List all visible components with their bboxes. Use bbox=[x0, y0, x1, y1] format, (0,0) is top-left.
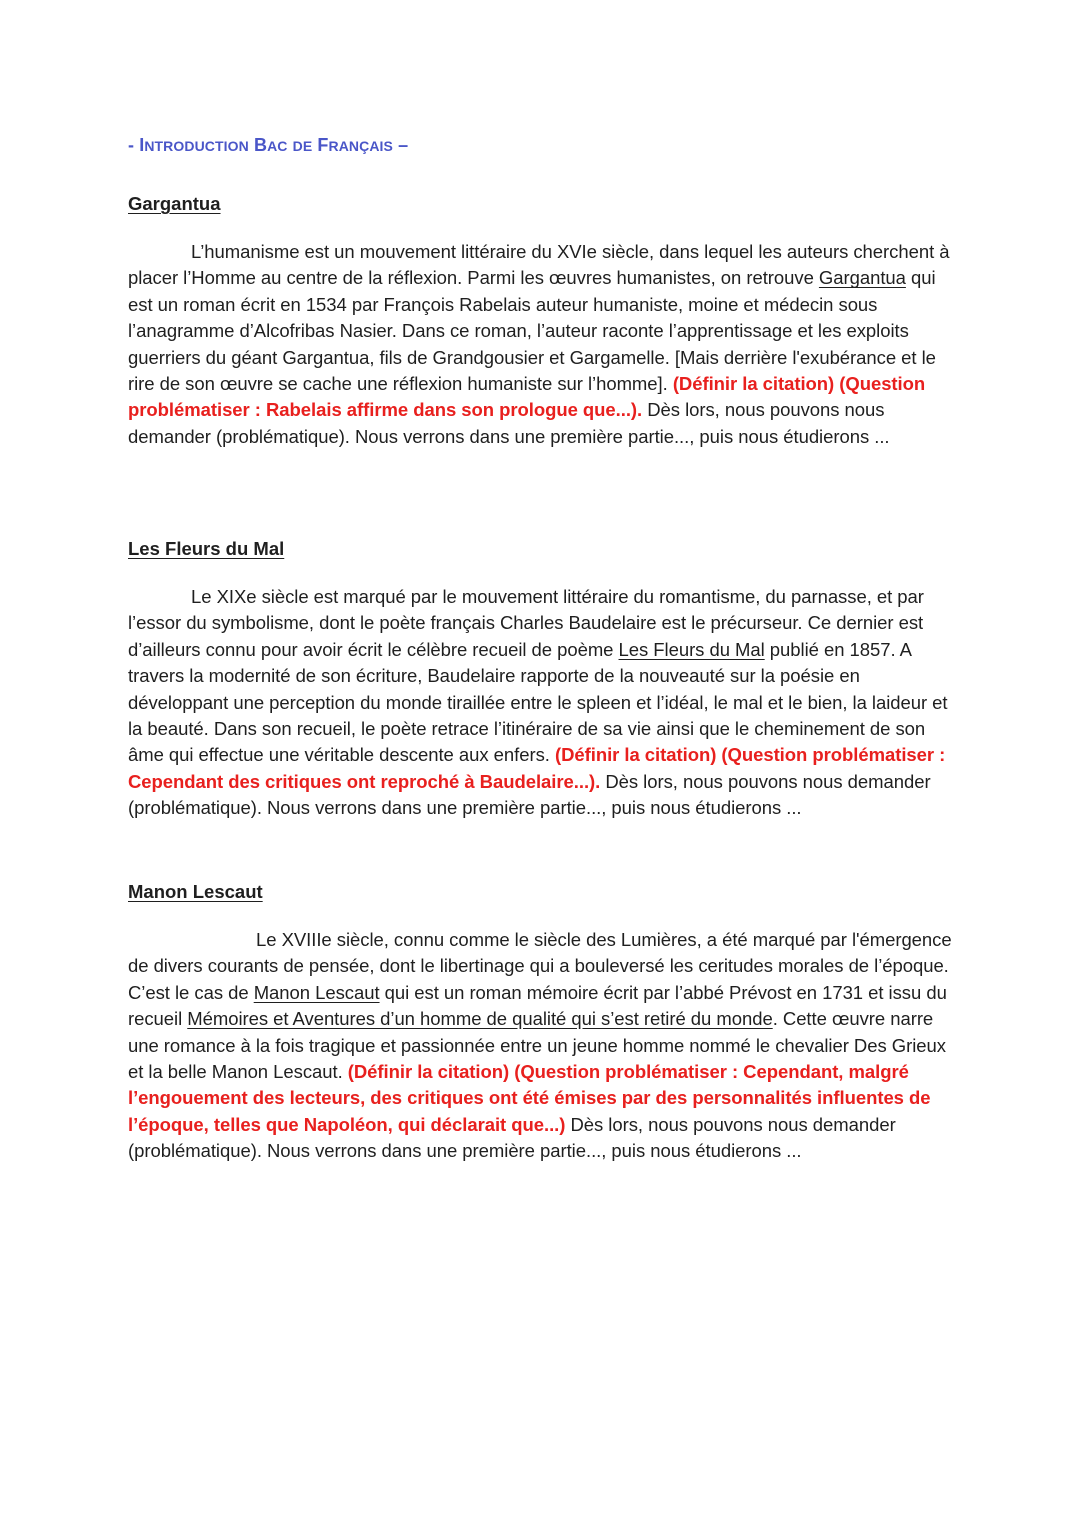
title-suffix: – bbox=[392, 135, 409, 155]
work-title: Gargantua bbox=[818, 267, 906, 289]
section-heading: Gargantua bbox=[128, 193, 221, 214]
instruction-note: (Définir la citation) (Question problématiser : Cependant, malgré l’engouement des lecteurs, des critiques ont été émises par des personnalités influentes de l’époque, telles que Napoléon, qui déclarait que...) bbox=[128, 1061, 931, 1135]
title-word2-rest: AC bbox=[267, 138, 288, 154]
instruction-note: (Définir la citation) (Question problématiser : Rabelais affirme dans son prologue que...). bbox=[128, 373, 926, 421]
title-word1-initial: I bbox=[139, 135, 145, 155]
paragraph-text: Dès lors, nous pouvons nous demander (problématique). Nous verrons dans une première partie..., puis nous étudierons ... bbox=[128, 1113, 896, 1162]
document-title bbox=[128, 131, 958, 160]
title-word2-initial: B bbox=[253, 135, 268, 155]
section-heading: Manon Lescaut bbox=[128, 881, 263, 902]
paragraph-text: qui est un roman mémoire écrit par l’abbé Prévost en 1731 et issu du recueil bbox=[128, 981, 947, 1030]
paragraph-text: qui est un roman écrit en 1534 par François Rabelais auteur humaniste, moine et médecin sous l’anagramme d’Alcofribas Nasier. Dans ce roman, l’auteur raconte l’apprentissage et les exploits guerriers du géant Gargantua, fils de Grandgousier et Gargamelle. [Mais derrière l'exubérance et le rire de son œuvre se cache une réflexion humaniste sur l’homme]. bbox=[128, 267, 936, 395]
instruction-note: (Définir la citation) (Question problématiser : Cependant des critiques ont reproché à Baudelaire...). bbox=[128, 744, 946, 792]
work-title: Les Fleurs du Mal bbox=[618, 638, 765, 660]
paragraph-text: Le XVIIIe siècle, connu comme le siècle des Lumières, a été marqué par l'émergence de divers courants de pensée, dont le libertinage qui a bouleversé les ceritudes morales de l’époque. C’est le cas de bbox=[128, 929, 952, 1003]
section-paragraph bbox=[128, 927, 958, 1165]
section-paragraph bbox=[128, 584, 958, 822]
section-paragraph bbox=[128, 239, 958, 450]
paragraph-text: . Cette œuvre narre une romance à la fois tragique et passionnée entre un jeune homme nommé le chevalier Des Grieux et la belle Manon Lescaut. bbox=[128, 1008, 946, 1083]
section-gargantua bbox=[128, 190, 958, 450]
title-prefix: - bbox=[128, 135, 140, 155]
paragraph-text: Dès lors, nous pouvons nous demander (problématique). Nous verrons dans une première partie..., puis nous étudierons ... bbox=[128, 770, 931, 819]
section-heading: Les Fleurs du Mal bbox=[128, 538, 285, 559]
section-manon-lescaut bbox=[128, 878, 958, 1165]
collection-title: Mémoires et Aventures d’un homme de qualité qui s’est retiré du monde bbox=[187, 1008, 773, 1030]
paragraph-text: L’humanisme est un mouvement littéraire du XVIe siècle, dans lequel les auteurs cherchent à placer l’Homme au centre de la réflexion. Parmi les œuvres humanistes, on retrouve bbox=[128, 241, 950, 289]
document-page bbox=[128, 131, 958, 1162]
section-fleurs-du-mal bbox=[128, 535, 958, 822]
paragraph-text: Dès lors, nous pouvons nous demander (problématique). Nous verrons dans une première partie..., puis nous étudierons ... bbox=[128, 399, 890, 447]
title-word1-rest: NTRODUCTION bbox=[144, 138, 249, 154]
work-title: Manon Lescaut bbox=[253, 981, 380, 1003]
title-word3: DE bbox=[292, 138, 313, 154]
paragraph-text: publié en 1857. A travers la modernité de son écriture, Baudelaire rapporte de la nouveauté sur la poésie en développant une perception du monde tiraillée entre le spleen et l’idéal, le mal et le bien, la laideur et la beauté. Dans son recueil, le poète retrace l’itinéraire de sa vie ainsi que le cheminement de son âme qui effectue une véritable descente aux enfers. bbox=[128, 638, 948, 766]
title-word4-rest: RANÇAIS bbox=[328, 138, 393, 154]
title-word4-initial: F bbox=[317, 135, 329, 155]
paragraph-text: Le XIXe siècle est marqué par le mouvement littéraire du romantisme, du parnasse, et par l’essor du symbolisme, dont le poète français Charles Baudelaire est le précurseur. Ce dernier est d’ailleurs connu pour avoir écrit le célèbre recueil de poème bbox=[128, 586, 924, 660]
